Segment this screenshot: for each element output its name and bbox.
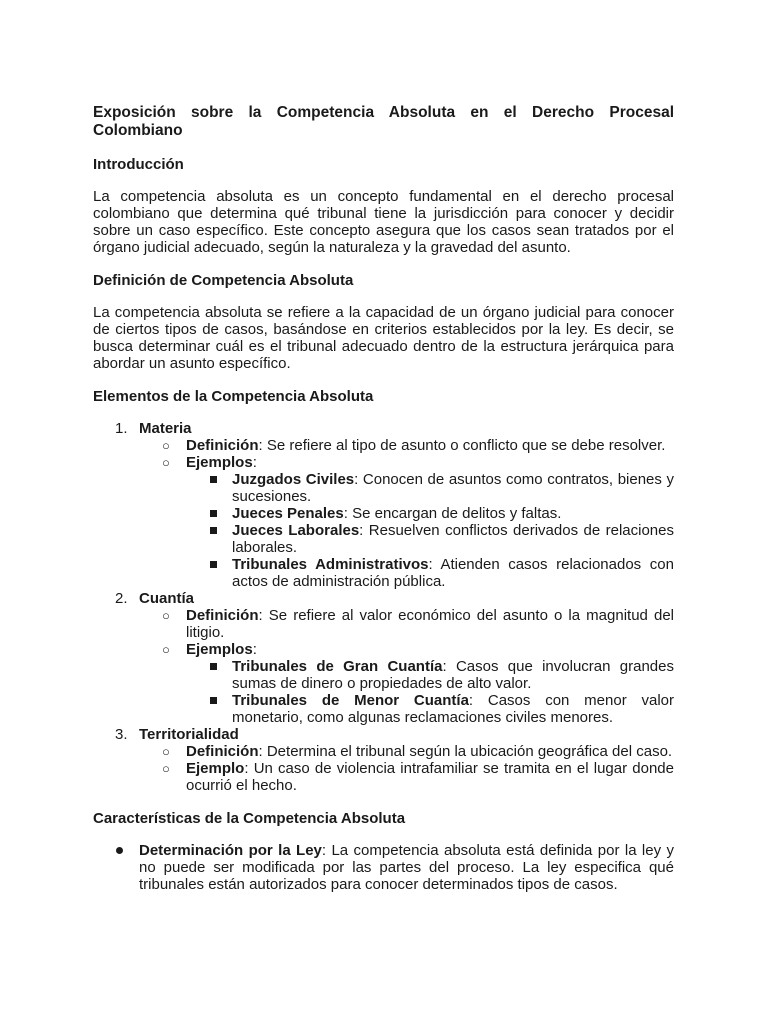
- example-item: [93, 505, 674, 522]
- list-item: [93, 726, 674, 743]
- item-label: Ejemplo: [186, 760, 245, 777]
- item-title: Cuantía: [139, 590, 195, 607]
- square-bullet-icon: [210, 561, 217, 568]
- example-text: : Casos con menor valor monetario, como algunas reclamaciones civiles menores.: [232, 692, 674, 726]
- example-label: Juzgados Civiles: [232, 471, 355, 488]
- example-text: : Resuelven conflictos derivados de relaciones laborales.: [232, 522, 674, 556]
- circle-bullet-icon: ○: [162, 608, 170, 623]
- item-title: Territorialidad: [139, 726, 239, 743]
- square-bullet-icon: [210, 510, 217, 517]
- example-label: Tribunales de Gran Cuantía: [232, 658, 443, 675]
- item-text: :: [252, 641, 257, 658]
- list-item: [93, 590, 674, 607]
- item-text: : Determina el tribunal según la ubicación geográfica del caso.: [258, 743, 673, 760]
- example-text: : Se encargan de delitos y faltas.: [343, 505, 562, 522]
- item-text: : Un caso de violencia intrafamiliar se tramita en el lugar donde ocurrió el hecho.: [186, 760, 674, 794]
- bullet-label: Determinación por la Ley: [139, 842, 322, 859]
- example-text: : Atienden casos relacionados con actos de administración pública.: [232, 556, 674, 590]
- document-body: [93, 104, 674, 893]
- definition-heading: Definición de Competencia Absoluta: [93, 272, 354, 289]
- item-label: Ejemplos: [186, 454, 253, 471]
- example-item: [93, 556, 674, 590]
- item-title: Materia: [139, 420, 192, 437]
- example-item: [93, 692, 674, 726]
- example-label: Jueces Laborales: [232, 522, 360, 539]
- example-item: [93, 471, 674, 505]
- bullet-text: : La competencia absoluta está definida por la ley y no puede ser modificada por las partes del proceso. La ley especifica qué tribunales están autorizados para conocer determinados tipos de casos.: [139, 842, 675, 893]
- circle-bullet-icon: ○: [162, 438, 170, 453]
- example-label: Tribunales de Menor Cuantía: [232, 692, 469, 709]
- intro-paragraph: La competencia absoluta es un concepto fundamental en el derecho procesal colombiano que determina qué tribunal tiene la jurisdicción para conocer y decidir sobre un caso específico. Este concepto asegura que los casos sean tratados por el órgano judicial adecuado, según la naturaleza y la gravedad del asunto.: [93, 188, 674, 256]
- square-bullet-icon: [210, 663, 217, 670]
- item-label: Definición: [186, 743, 259, 760]
- circle-bullet-icon: ○: [162, 761, 170, 776]
- document-title: Exposición sobre la Competencia Absoluta en el Derecho Procesal Colombiano: [93, 104, 674, 139]
- item-label: Definición: [186, 437, 259, 454]
- sub-list-item: [93, 641, 674, 658]
- item-text: : Se refiere al valor económico del asunto o la magnitud del litigio.: [186, 607, 674, 641]
- circle-bullet-icon: ○: [162, 642, 170, 657]
- sub-list-item: [93, 454, 674, 471]
- bullet-item: [93, 842, 674, 893]
- bullet-icon: [116, 847, 123, 854]
- square-bullet-icon: [210, 527, 217, 534]
- sub-list-item: [93, 743, 674, 760]
- item-text: :: [252, 454, 257, 471]
- elements-heading: Elementos de la Competencia Absoluta: [93, 388, 374, 405]
- sub-list-item: [93, 607, 674, 641]
- list-number: 3.: [115, 726, 128, 743]
- item-text: : Se refiere al tipo de asunto o conflicto que se debe resolver.: [258, 437, 666, 454]
- list-item: [93, 420, 674, 437]
- square-bullet-icon: [210, 697, 217, 704]
- item-label: Ejemplos: [186, 641, 253, 658]
- example-item: [93, 658, 674, 692]
- item-label: Definición: [186, 607, 259, 624]
- characteristics-heading: Características de la Competencia Absoluta: [93, 810, 406, 827]
- circle-bullet-icon: ○: [162, 455, 170, 470]
- circle-bullet-icon: ○: [162, 744, 170, 759]
- example-label: Jueces Penales: [232, 505, 344, 522]
- example-text: : Casos que involucran grandes sumas de dinero o propiedades de alto valor.: [232, 658, 674, 692]
- elements-list: [93, 420, 674, 794]
- sub-list-item: [93, 437, 674, 454]
- example-text: : Conocen de asuntos como contratos, bienes y sucesiones.: [232, 471, 674, 505]
- sub-list-item: [93, 760, 674, 794]
- list-number: 2.: [115, 590, 128, 607]
- list-number: 1.: [115, 420, 128, 437]
- example-label: Tribunales Administrativos: [232, 556, 429, 573]
- intro-heading: Introducción: [93, 156, 184, 173]
- square-bullet-icon: [210, 476, 217, 483]
- example-item: [93, 522, 674, 556]
- definition-paragraph: La competencia absoluta se refiere a la capacidad de un órgano judicial para conocer de ciertos tipos de casos, basándose en criterios establecidos por la ley. Es decir, se busca determinar cuál es el tribunal adecuado dentro de la estructura jerárquica para abordar un asunto específico.: [93, 304, 674, 372]
